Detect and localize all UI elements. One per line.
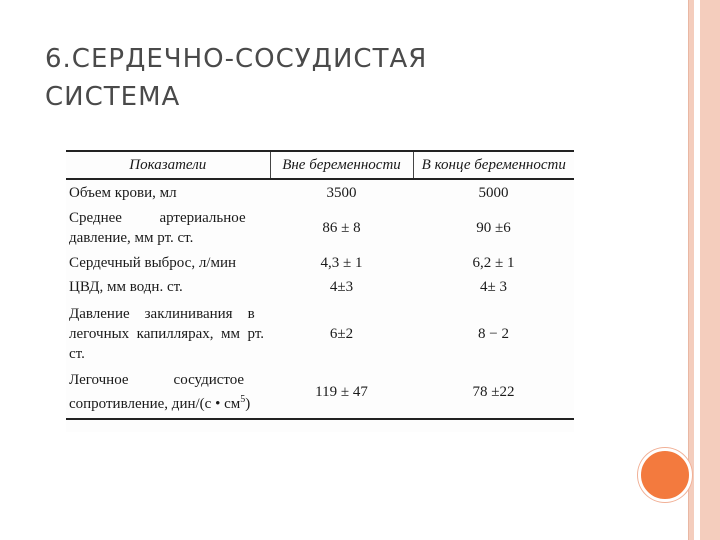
header-indicator: Показатели bbox=[66, 151, 270, 179]
header-before: Вне беременности bbox=[270, 151, 413, 179]
row-name: ЦВД, мм водн. ст. bbox=[69, 279, 183, 295]
table-row bbox=[66, 369, 574, 419]
row-after: 6,2 ± 1 bbox=[472, 255, 515, 271]
table-row bbox=[66, 251, 574, 275]
row-name-tail: ) bbox=[245, 395, 251, 412]
row-after: 8 − 2 bbox=[478, 326, 509, 342]
row-after: 90 ±6 bbox=[476, 220, 511, 236]
row-before: 6±2 bbox=[329, 326, 354, 342]
row-name: Сердечный выброс, л/мин bbox=[69, 255, 237, 271]
row-name-line: давление, мм рт. ст. bbox=[69, 230, 194, 246]
row-name bbox=[66, 369, 270, 419]
row-name-line: Давление заклинивания в bbox=[69, 306, 255, 322]
row-before: 86 ± 8 bbox=[322, 220, 361, 236]
row-after: 78 ±22 bbox=[413, 369, 574, 419]
row-name-line: Среднее артериальное bbox=[69, 210, 246, 226]
decorative-stripe bbox=[688, 0, 720, 540]
row-name-text: сопротивление, дин/(с • см bbox=[69, 395, 241, 412]
row-after: 4± 3 bbox=[480, 279, 507, 295]
row-name-line: ст. bbox=[69, 346, 85, 362]
data-table bbox=[66, 150, 574, 420]
row-after: 5000 bbox=[478, 184, 509, 201]
row-before: 4,3 ± 1 bbox=[320, 255, 363, 271]
row-name-line: Легочное сосудистое bbox=[69, 371, 245, 388]
row-name-superscript: 5 bbox=[240, 393, 246, 405]
header-after: В конце беременности bbox=[413, 151, 574, 179]
decorative-stripe-gap bbox=[694, 0, 700, 540]
row-name bbox=[66, 205, 270, 251]
slide-title bbox=[45, 40, 605, 116]
pregnancy-cardio-table-image bbox=[66, 150, 574, 432]
row-before: 3500 bbox=[326, 184, 357, 201]
table-row bbox=[66, 179, 574, 205]
slide-title-line-2: СИСТЕМА bbox=[45, 82, 181, 112]
table-row bbox=[66, 275, 574, 299]
row-before: 119 ± 47 bbox=[270, 369, 413, 419]
row-name-line: легочных капиллярах, мм рт. bbox=[69, 326, 264, 342]
table-header-row bbox=[66, 151, 574, 179]
decorative-circle bbox=[638, 448, 692, 502]
row-name bbox=[66, 299, 270, 369]
table-row bbox=[66, 299, 574, 369]
slide-title-line-1: 6.СЕРДЕЧНО-СОСУДИСТАЯ bbox=[45, 44, 428, 74]
row-name-line bbox=[69, 390, 267, 414]
table-row bbox=[66, 205, 574, 251]
row-before: 4±3 bbox=[329, 279, 354, 295]
decorative-stripe-line bbox=[688, 0, 689, 540]
row-name: Объем крови, мл bbox=[69, 184, 177, 201]
